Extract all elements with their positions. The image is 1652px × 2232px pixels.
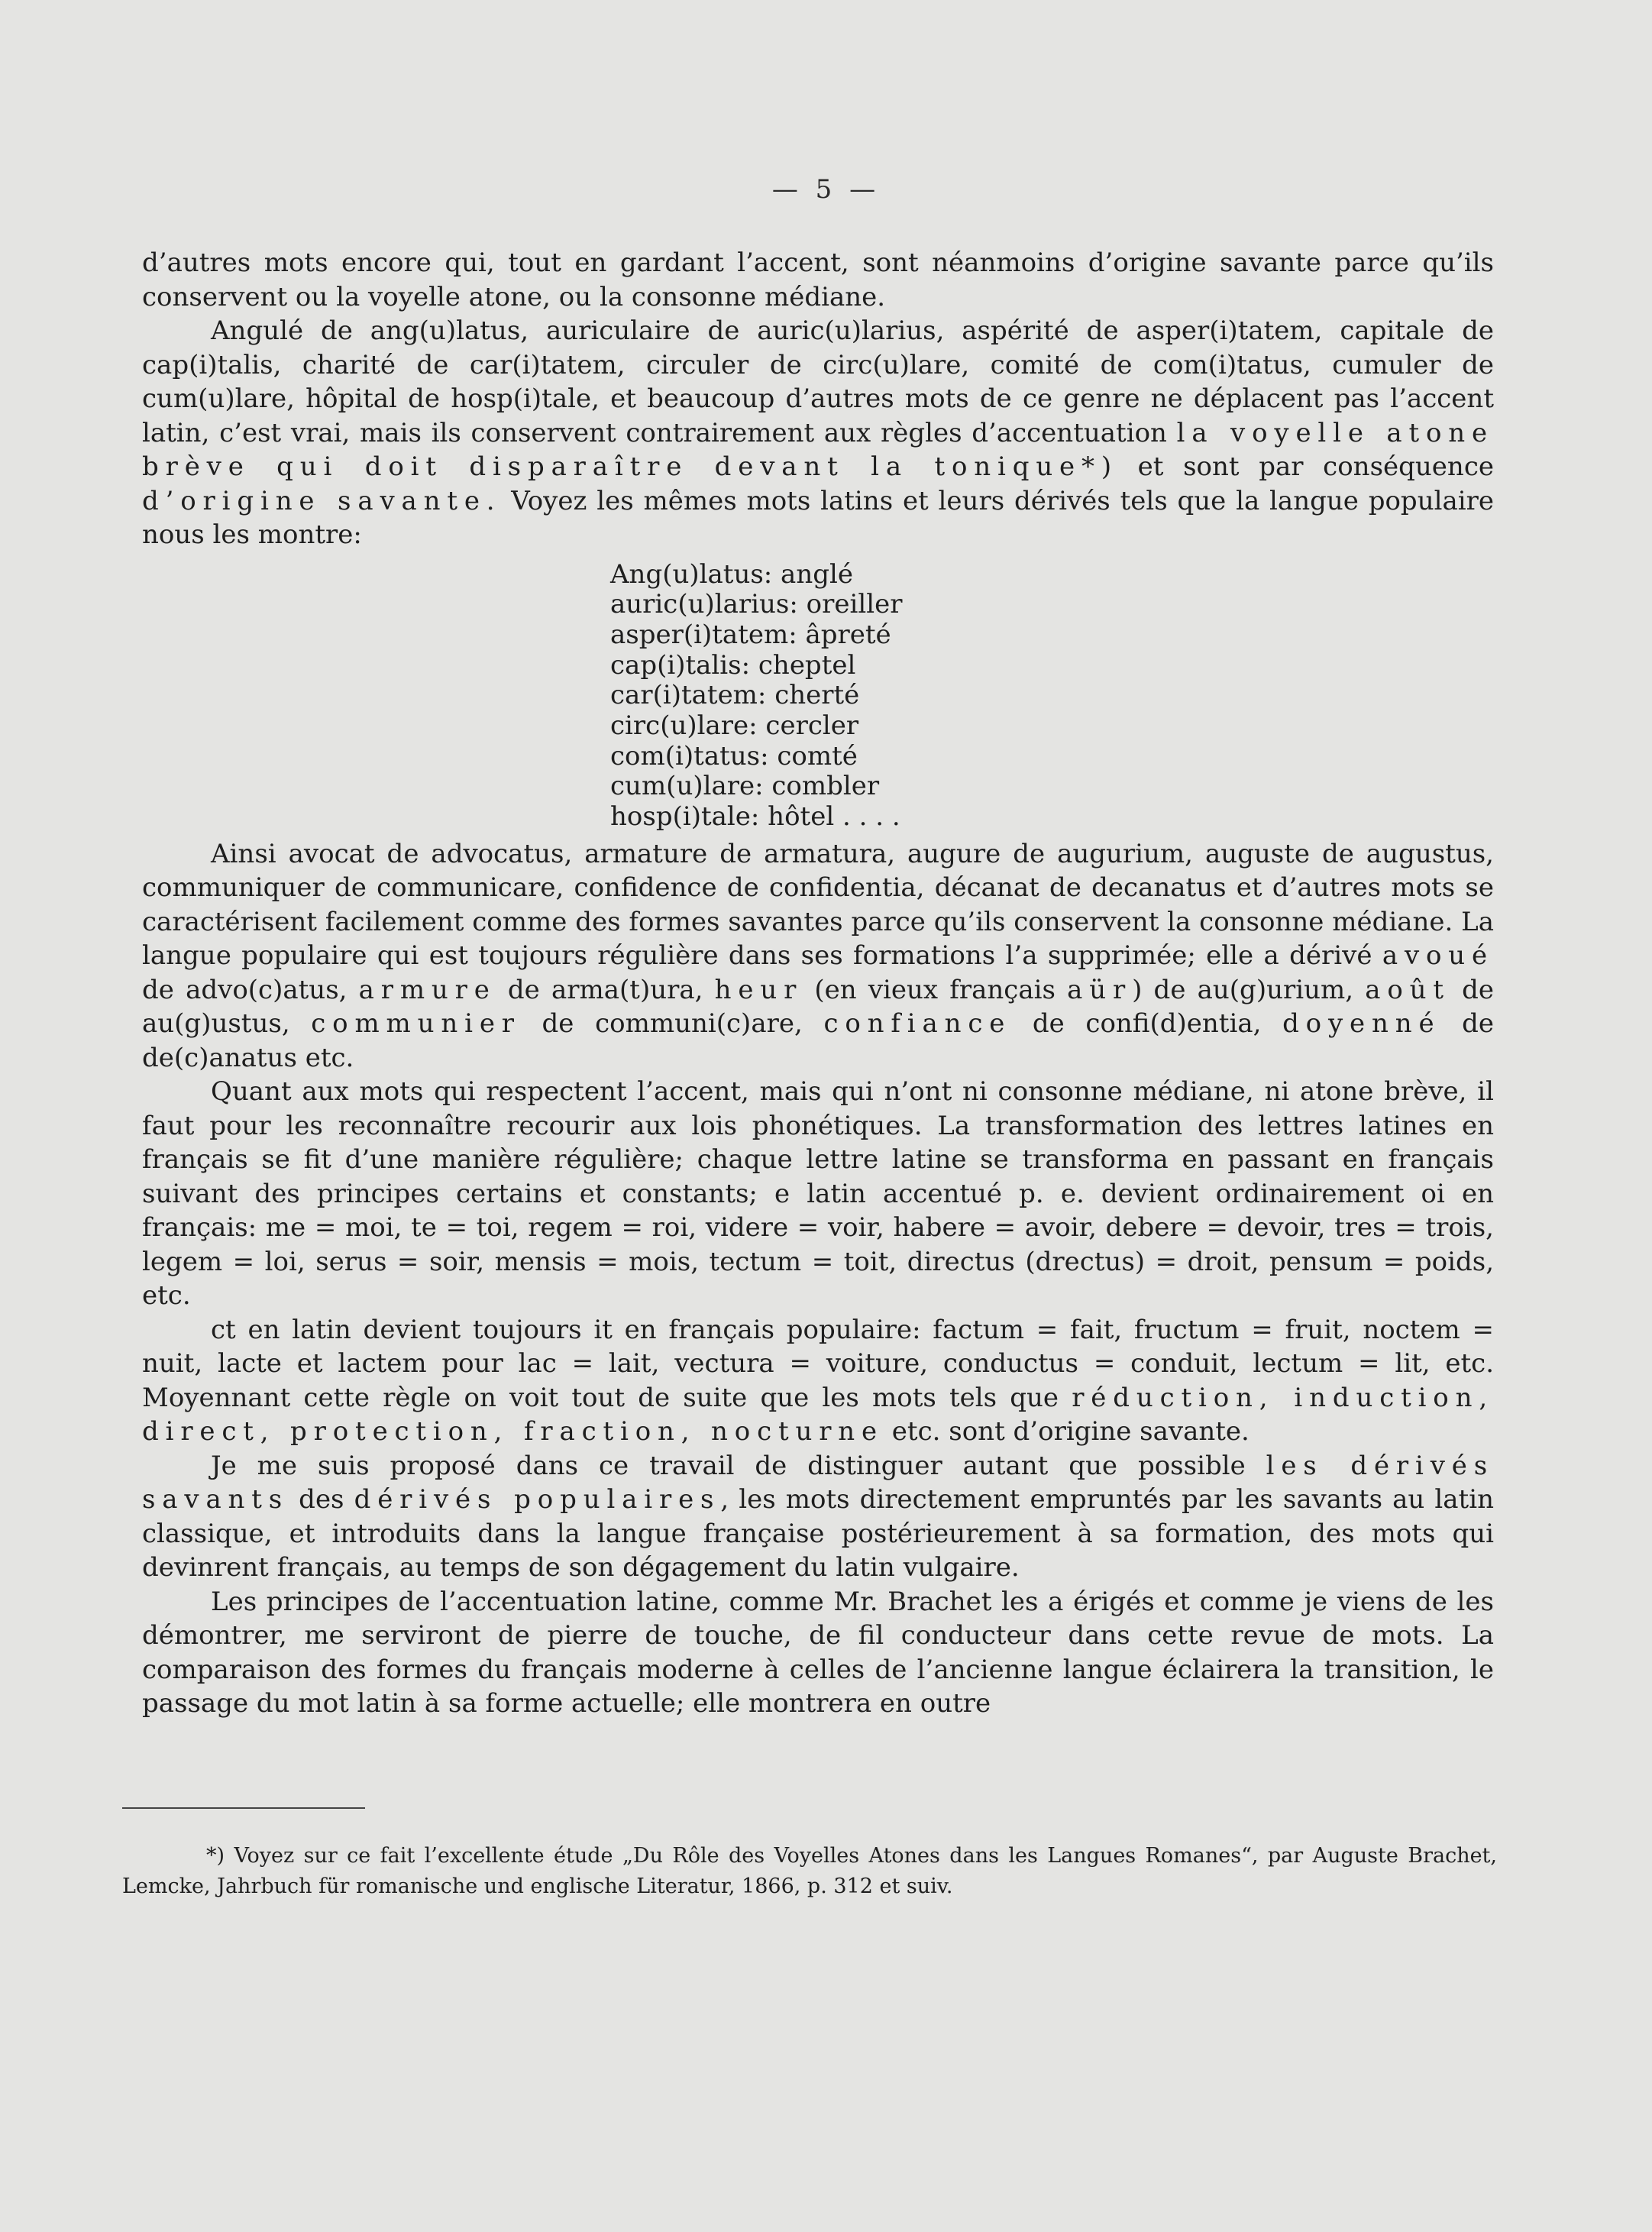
glossary-list [610, 560, 1494, 833]
p3-spaced-l: communier [311, 1008, 521, 1040]
p2-spaced-d: d’origine savante. [142, 485, 502, 516]
p3-spaced-n: confiance [823, 1008, 1012, 1040]
p3-spaced-f: heur [714, 974, 803, 1005]
body-text [142, 246, 1494, 1721]
p3-text-r: de de(c)anatus etc. [142, 1008, 1494, 1073]
glossary-item: auric(u)larius: oreiller [610, 589, 903, 620]
footnote-divider [122, 1807, 365, 1809]
paragraph-7: Les principes de l’accentuation latine, comme Mr. Brachet les a érigés et comme je viens de les démontrer, me serviront de pierre de touche, de fil conducteur dans cette revue de mots. La comparaison des formes du français moderne à celles de l’ancienne langue éclairera la transition, le passage du mot latin à sa forme actuelle; elle montrera en outre [142, 1586, 1494, 1719]
footnote-text: *) Voyez sur ce fait l’excellente étude „Du Rôle des Voyelles Atones dans les Langues Romanes“, par Auguste Brachet, Lemcke, Jahrbuch für romanische und englische Literatur, 1866, p. 312 et suiv. [122, 1844, 1497, 1898]
p3-spaced-h: aür [1067, 974, 1133, 1005]
page-number: — 5 — [771, 174, 881, 205]
glossary-item: cap(i)talis: cheptel [610, 649, 856, 681]
p3-spaced-b: avoué [1382, 940, 1494, 972]
glossary-item: cum(u)lare: combler [610, 771, 880, 802]
p3-text-o: de confi(d)entia, [1011, 1008, 1283, 1040]
p3-spaced-d: armure [358, 974, 496, 1005]
p6-spaced-d: dérivés populaires [354, 1484, 721, 1515]
p2-spaced-b: la voyelle atone brève qui doit disparaître devant la tonique*) [142, 417, 1495, 482]
glossary-item: circ(u)lare: cercler [610, 710, 859, 742]
p3-spaced-q: doyenné [1282, 1008, 1441, 1040]
p2-text-e: Voyez les mêmes mots latins et leurs dérivés tels que la langue populaire nous les montre: [142, 485, 1494, 550]
p3-text-c: de advo(c)atus, [142, 974, 359, 1005]
p6-text-c: des [289, 1484, 354, 1515]
p3-text-m: de communi(c)are, [520, 1008, 824, 1040]
p3-text-g: (en vieux français [803, 974, 1068, 1005]
p3-text-k: de au(g)ustus, [142, 974, 1494, 1040]
glossary-item: com(i)tatus: comté [610, 740, 858, 771]
p3-text-e: de arma(t)ura, [496, 974, 715, 1005]
p3-text-a: Ainsi avocat de advocatus, armature de armatura, augure de augurium, auguste de augustus, communiquer de communicare, confidence de confidentia, décanat de decanatus et d’autres mots se caractérisent facilement comme des formes savantes parce qu’ils conservent la consonne médiane. La langue populaire qui est toujours régulière dans ses formations l’a supprimée; elle a dérivé [142, 838, 1494, 972]
p2-text-a: Angulé de ang(u)latus, auriculaire de auric(u)larius, aspérité de asper(i)tatem, capitale de cap(i)talis, charité de car(i)tatem, circuler de circ(u)lare, comité de com(i)tatus, cumuler de cum(u)lare, hôpital de hosp(i)tale, et beaucoup d’autres mots de ce genre ne déplacent pas l’accent latin, c’est vrai, mais ils conservent contrairement aux règles d’accentuation [142, 315, 1494, 448]
p6-spaced-b: les dérivés savants [142, 1450, 1495, 1515]
paragraph-2 [142, 314, 1494, 552]
paragraph-3 [142, 837, 1494, 1076]
p2-text-c: et sont par conséquence [1117, 451, 1494, 482]
glossary-item: car(i)tatem: cherté [610, 680, 860, 711]
footnote [122, 1841, 1497, 1902]
p5-text-a: ct en latin devient toujours it en français populaire: factum = fait, fructum = fruit, noctem = nuit, lacte et lactem pour lac = lait, vectura = voiture, conductus = conduit, lectum = lit, etc. Moyennant cette règle on voit tout de suite que les mots tels que [142, 1314, 1494, 1413]
glossary-item: asper(i)tatem: âpreté [610, 619, 891, 650]
p6-text-a: Je me suis proposé dans ce travail de distinguer autant que possible [211, 1450, 1266, 1481]
paragraph-5 [142, 1313, 1494, 1449]
p6-text-e: , les mots directement empruntés par les savants au latin classique, et introduits dans la langue française postérieurement à sa formation, des mots qui devinrent français, au temps de son dégagement du latin vulgaire. [142, 1484, 1494, 1583]
p5-text-c: etc. sont d’origine savante. [884, 1416, 1250, 1448]
glossary-item: Ang(u)latus: anglé [610, 558, 853, 590]
p5-spaced-b: réduction, induction, direct, protection, fraction, nocturne [142, 1382, 1494, 1448]
glossary-item: hosp(i)tale: hôtel . . . . [610, 801, 900, 833]
p3-text-i: ) de au(g)urium, [1132, 974, 1366, 1005]
p3-spaced-j: août [1365, 974, 1450, 1005]
paragraph-1: d’autres mots encore qui, tout en gardant l’accent, sont néanmoins d’origine savante parce qu’ils conservent ou la voyelle atone, ou la consonne médiane. [142, 247, 1494, 312]
paragraph-6 [142, 1449, 1494, 1585]
paragraph-4: Quant aux mots qui respectent l’accent, mais qui n’ont ni consonne médiane, ni atone brève, il faut pour les reconnaître recourir aux lois phonétiques. La transformation des lettres latines en français se fit d’une manière régulière; chaque lettre latine se transforma en passant en français suivant des principes certains et constants; e latin accentué p. e. devient ordinairement oi en français: me = moi, te = toi, regem = roi, videre = voir, habere = avoir, debere = devoir, tres = trois, legem = loi, serus = soir, mensis = mois, tectum = toit, directus (drectus) = droit, pensum = poids, etc. [142, 1076, 1494, 1312]
